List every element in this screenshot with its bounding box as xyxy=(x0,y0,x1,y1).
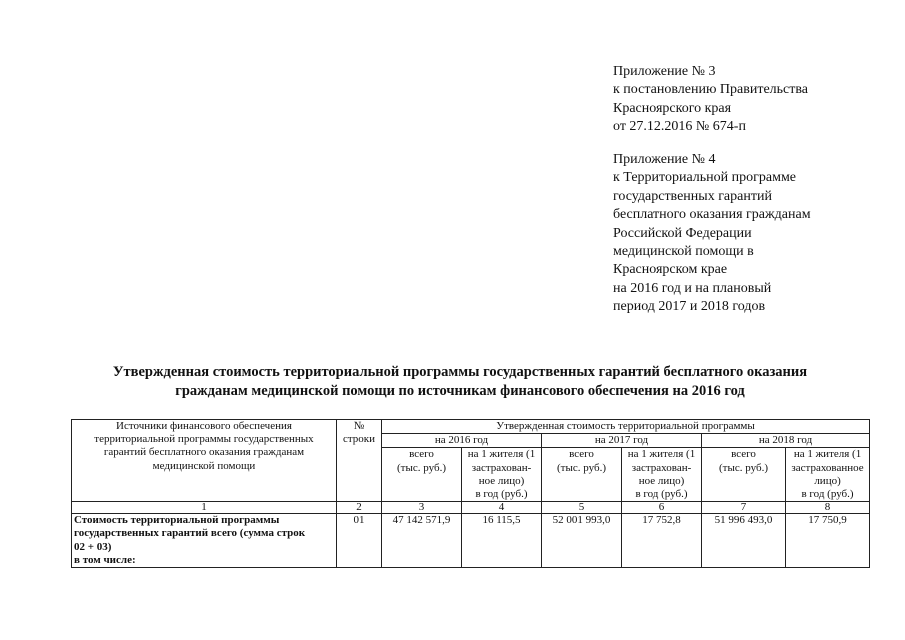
appendix-3-block xyxy=(613,63,873,137)
header-per-capita-2016: на 1 жителя (1 застрахован- ное лицо) в год (руб.) xyxy=(462,448,542,502)
column-number: 6 xyxy=(622,502,702,514)
appendix-4-line: период 2017 и 2018 годов xyxy=(613,299,766,315)
appendix-4-line: государственных гарантий xyxy=(613,188,772,204)
column-number: 5 xyxy=(542,502,622,514)
header-year-2017: на 2017 год xyxy=(542,434,702,448)
header-total-2017: всего (тыс. руб.) xyxy=(542,448,622,502)
document-title xyxy=(60,363,860,401)
header-total-2018: всего (тыс. руб.) xyxy=(702,448,786,502)
per-capita-2017: 17 752,8 xyxy=(622,514,702,568)
total-2016: 47 142 571,9 xyxy=(382,514,462,568)
per-capita-2016: 16 115,5 xyxy=(462,514,542,568)
appendix-4-line: к Территориальной программе xyxy=(613,170,797,186)
total-2017: 52 001 993,0 xyxy=(542,514,622,568)
appendix-3-line: к постановлению Правительства xyxy=(613,82,809,98)
appendix-4-block xyxy=(613,151,873,317)
header-row-1 xyxy=(72,420,870,434)
header-total-2016: всего (тыс. руб.) xyxy=(382,448,462,502)
column-number: 3 xyxy=(382,502,462,514)
column-number: 2 xyxy=(337,502,382,514)
row-number: 01 xyxy=(337,514,382,568)
column-number: 1 xyxy=(72,502,337,514)
header-per-capita-2018: на 1 жителя (1 застрахованное лицо) в год (руб.) xyxy=(786,448,870,502)
table-row xyxy=(72,514,870,568)
appendix-4-line: на 2016 год и на плановый xyxy=(613,280,772,296)
header-approved-cost: Утвержденная стоимость территориальной программы xyxy=(382,420,870,434)
header-row-number: № строки xyxy=(337,420,382,502)
header-year-2016: на 2016 год xyxy=(382,434,542,448)
title-line-1: Утвержденная стоимость территориальной программы государственных гарантий бесплатного оказания xyxy=(112,364,808,380)
appendix-4-line: Красноярском крае xyxy=(613,262,728,278)
appendix-3-line: от 27.12.2016 № 674-п xyxy=(613,119,746,135)
column-number: 7 xyxy=(702,502,786,514)
appendix-4-line: медицинской помощи в xyxy=(613,244,754,260)
financing-table xyxy=(71,419,870,568)
appendix-3-line: Приложение № 3 xyxy=(613,64,716,79)
column-number-row xyxy=(72,502,870,514)
row-label: Стоимость территориальной программы государственных гарантий всего (сумма строк 02 + 03) в том числе: xyxy=(72,514,337,568)
appendix-4-line: бесплатного оказания гражданам xyxy=(613,207,811,223)
per-capita-2018: 17 750,9 xyxy=(786,514,870,568)
header-sources: Источники финансового обеспечения территориальной программы государственных гарантий бесплатного оказания гражданам медицинской помощи xyxy=(72,420,337,502)
header-year-2018: на 2018 год xyxy=(702,434,870,448)
appendix-4-line: Российской Федерации xyxy=(613,225,752,241)
header-per-capita-2017: на 1 жителя (1 застрахован- ное лицо) в год (руб.) xyxy=(622,448,702,502)
title-line-2: гражданам медицинской помощи по источникам финансового обеспечения на 2016 год xyxy=(175,383,745,399)
column-number: 8 xyxy=(786,502,870,514)
appendix-4-line: Приложение № 4 xyxy=(613,152,716,167)
appendix-3-line: Красноярского края xyxy=(613,100,732,116)
total-2018: 51 996 493,0 xyxy=(702,514,786,568)
column-number: 4 xyxy=(462,502,542,514)
